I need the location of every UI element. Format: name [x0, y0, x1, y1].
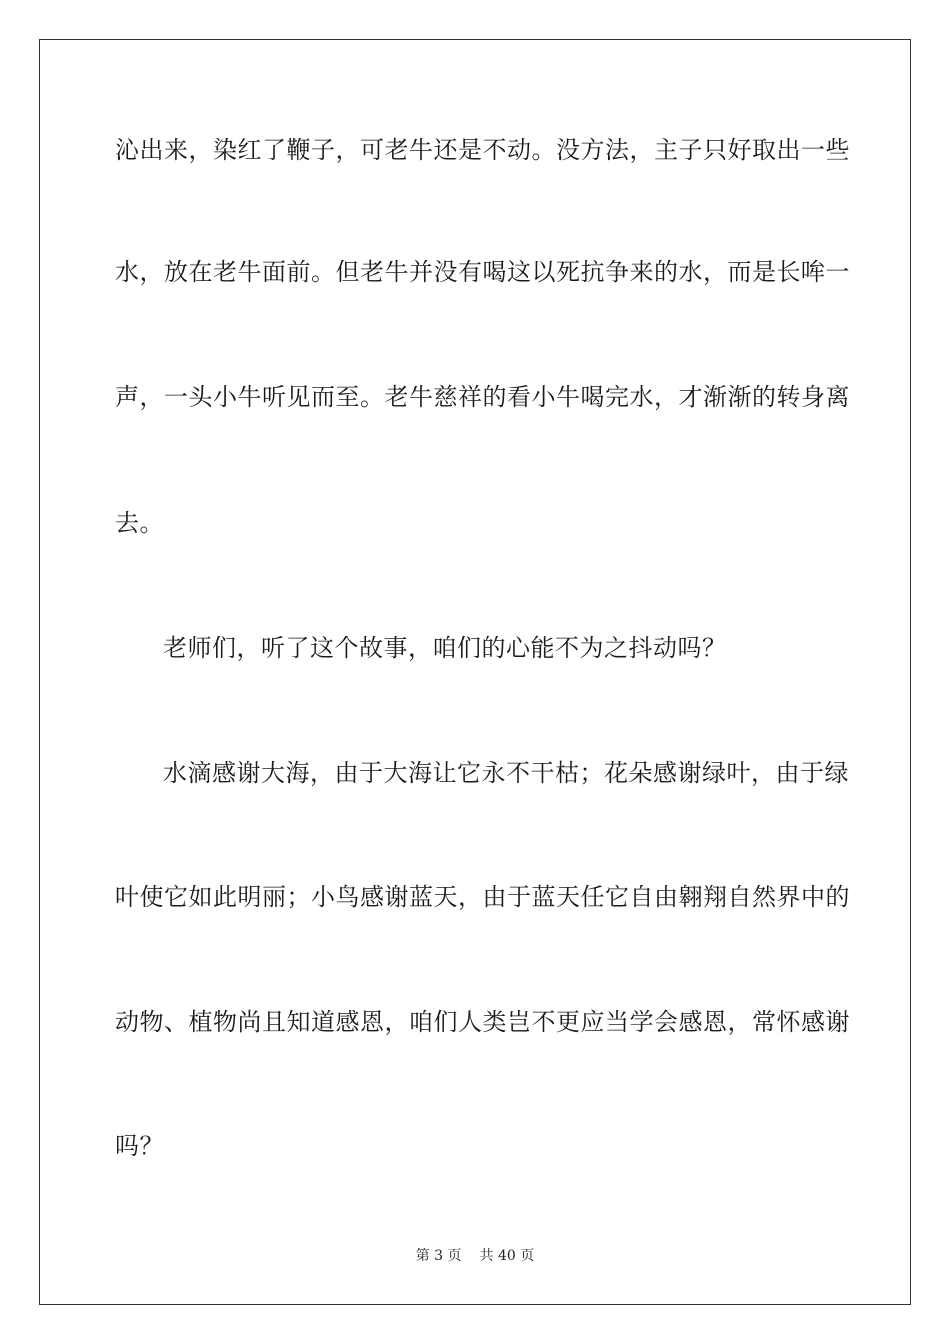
page-border: [39, 39, 911, 1305]
page-number: 第 3 页: [415, 1248, 462, 1264]
body-text-line: 声，一头小牛听见而至。老牛慈祥的看小牛喝完水，才渐渐的转身离: [115, 383, 850, 411]
body-text-line: 沁出来，染红了鞭子，可老牛还是不动。没方法，主子只好取出一些: [115, 136, 850, 164]
body-text-line: 叶使它如此明丽；小鸟感谢蓝天，由于蓝天任它自由翱翔自然界中的: [115, 883, 850, 911]
page-total: 共 40 页: [479, 1248, 535, 1264]
body-text-line: 去。: [115, 509, 164, 537]
body-text-line: 水滴感谢大海，由于大海让它永不干枯；花朵感谢绿叶，由于绿: [163, 759, 849, 787]
body-text-line: 动物、植物尚且知道感恩，咱们人类岂不更应当学会感恩，常怀感谢: [115, 1008, 850, 1036]
body-text-line: 水，放在老牛面前。但老牛并没有喝这以死抗争来的水，而是长哞一: [115, 258, 850, 286]
body-text-line: 老师们，听了这个故事，咱们的心能不为之抖动吗？: [163, 634, 727, 662]
page-footer: [0, 1247, 950, 1265]
body-text-line: 吗？: [115, 1132, 164, 1160]
